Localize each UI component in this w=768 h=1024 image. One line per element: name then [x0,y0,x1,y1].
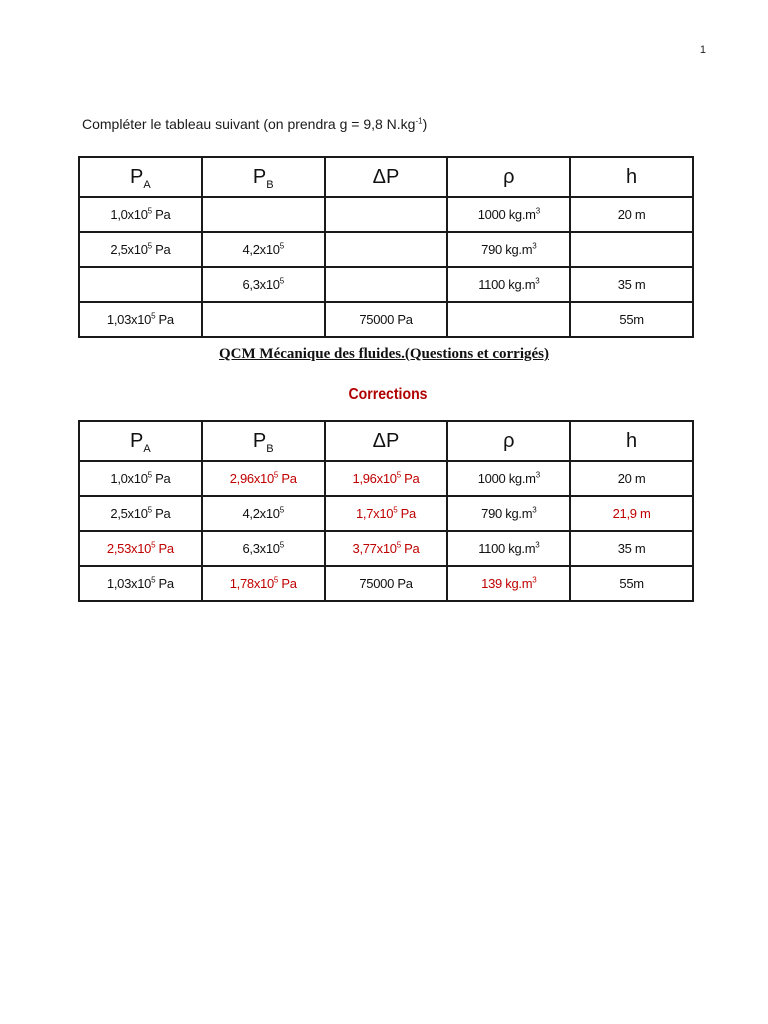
cell-value: 1,0x10 [110,471,148,486]
column-header [79,421,202,461]
cell-value: 139 kg.m [481,576,533,591]
instruction-close: ) [422,116,428,132]
cell-value: 2,53x10 [106,541,152,556]
table-cell [79,566,202,601]
table-cell [325,197,448,232]
column-header [202,157,325,197]
instruction-main: Compléter le tableau suivant (on prendra g = 9,8 N.kg [82,116,416,132]
table-cell [202,197,325,232]
table-cell [79,232,202,267]
cell-exponent: 3 [535,276,540,286]
table-row [79,302,693,337]
table-cell-correction [325,461,448,496]
column-header [570,421,693,461]
header-symbol: ΔP [372,165,400,188]
cell-value: 1,7x10 [355,506,394,521]
exercise-table [78,156,694,338]
table-cell [447,302,570,337]
cell-exponent: 5 [279,241,284,251]
cell-unit: Pa [155,541,174,556]
exercise-table-body [79,197,693,337]
table-cell [570,461,693,496]
cell-exponent: 3 [535,540,540,550]
cell-exponent: 3 [535,470,540,480]
instruction-exponent: -1 [415,116,423,126]
table-cell [325,566,448,601]
cell-unit: Pa [400,541,420,556]
cell-value: 6,3x10 [242,277,280,292]
cell-unit: Pa [151,207,171,222]
cell-value: 20 m [617,207,646,222]
cell-exponent: 5 [151,540,156,550]
instruction-text [82,116,427,132]
table-cell-correction [202,461,325,496]
table-cell [447,531,570,566]
cell-exponent: 5 [279,505,284,515]
cell-exponent: 5 [147,470,152,480]
cell-exponent: 5 [396,470,401,480]
table-cell [202,232,325,267]
table-cell [447,496,570,531]
table-cell [79,267,202,302]
column-header [202,421,325,461]
cell-value: 55m [619,312,644,327]
cell-value: 2,96x10 [229,471,274,486]
cell-value: 35 m [617,541,646,556]
cell-exponent: 5 [396,540,401,550]
qcm-title: QCM Mécanique des fluides.(Questions et corrigés) [219,346,549,362]
table-cell [79,496,202,531]
header-subscript: A [143,178,151,191]
corrections-table-body [79,461,693,601]
cell-exponent: 3 [532,241,537,251]
table-cell [325,232,448,267]
table-cell [202,531,325,566]
table-cell [447,461,570,496]
table-row [79,531,693,566]
cell-exponent: 5 [147,206,152,216]
column-header [79,157,202,197]
cell-value: 20 m [617,471,646,486]
cell-value: 1100 kg.m [478,277,536,292]
cell-value: 1,03x10 [106,576,152,591]
header-row [79,421,693,461]
page-number: 1 [699,44,706,56]
table-cell-correction [202,566,325,601]
cell-exponent: 5 [273,575,279,585]
header-symbol: P [252,165,267,188]
cell-value: 790 kg.m [481,506,533,521]
cell-value: 1100 kg.m [478,541,536,556]
table-cell [570,267,693,302]
column-header [570,157,693,197]
table-cell [202,496,325,531]
cell-value: 3,77x10 [352,541,397,556]
cell-exponent: 5 [273,470,279,480]
cell-exponent: 3 [532,575,537,585]
cell-unit: Pa [151,242,171,257]
column-header [447,421,570,461]
column-header [447,157,570,197]
cell-exponent: 5 [151,311,156,321]
cell-exponent: 5 [151,575,156,585]
cell-value: 1000 kg.m [477,471,536,486]
table-cell [447,197,570,232]
table-cell [202,302,325,337]
table-cell-correction [79,531,202,566]
table-cell [325,267,448,302]
cell-value: 1,03x10 [106,312,152,327]
cell-value: 1,96x10 [352,471,397,486]
header-symbol: ρ [503,429,515,452]
table-cell [447,232,570,267]
table-cell [570,302,693,337]
table-cell-correction [570,496,693,531]
header-subscript: B [266,178,274,191]
table-cell [570,197,693,232]
header-symbol: ΔP [372,429,400,452]
table-cell [79,461,202,496]
table-row [79,232,693,267]
cell-unit: Pa [278,576,297,591]
cell-value: 1,0x10 [110,207,148,222]
cell-exponent: 5 [279,540,284,550]
table-cell [447,267,570,302]
cell-value: 6,3x10 [242,541,280,556]
cell-exponent: 5 [393,505,398,515]
cell-unit: Pa [155,312,174,327]
column-header [325,421,448,461]
cell-value: 4,2x10 [242,506,280,521]
cell-unit: Pa [151,471,171,486]
table-cell [570,232,693,267]
table-cell [325,302,448,337]
cell-value: 35 m [617,277,646,292]
cell-unit: Pa [278,471,297,486]
table-cell [202,267,325,302]
header-symbol: h [626,429,638,452]
corrections-title: Corrections [348,386,428,403]
table-cell-correction [325,531,448,566]
table-row [79,496,693,531]
table-row [79,461,693,496]
table-cell [570,566,693,601]
column-header [325,157,448,197]
cell-value: 2,5x10 [110,242,148,257]
cell-unit: Pa [400,471,420,486]
cell-value: 790 kg.m [481,242,533,257]
table-cell-correction [447,566,570,601]
header-symbol: P [130,165,144,188]
cell-exponent: 5 [147,241,152,251]
cell-unit: Pa [151,506,171,521]
header-symbol: P [252,429,267,452]
table-cell [570,531,693,566]
table-row [79,267,693,302]
cell-value: 55m [619,576,644,591]
cell-value: 75000 Pa [359,576,413,591]
header-symbol: h [626,165,638,188]
cell-unit: Pa [397,506,416,521]
cell-exponent: 5 [279,276,284,286]
header-row [79,157,693,197]
cell-unit: Pa [155,576,174,591]
header-subscript: A [143,442,151,455]
cell-exponent: 3 [532,505,537,515]
header-symbol: P [130,429,144,452]
table-row [79,566,693,601]
table-cell [79,302,202,337]
cell-exponent: 3 [535,206,540,216]
cell-value: 4,2x10 [242,242,280,257]
table-cell-correction [325,496,448,531]
corrections-table [78,420,694,602]
cell-value: 1000 kg.m [477,207,536,222]
cell-value: 75000 Pa [359,312,413,327]
cell-value: 1,78x10 [229,576,274,591]
header-subscript: B [266,442,274,455]
cell-value: 2,5x10 [110,506,148,521]
table-cell [79,197,202,232]
table-row [79,197,693,232]
cell-value: 21,9 m [612,506,651,521]
header-symbol: ρ [503,165,515,188]
cell-exponent: 5 [147,505,152,515]
